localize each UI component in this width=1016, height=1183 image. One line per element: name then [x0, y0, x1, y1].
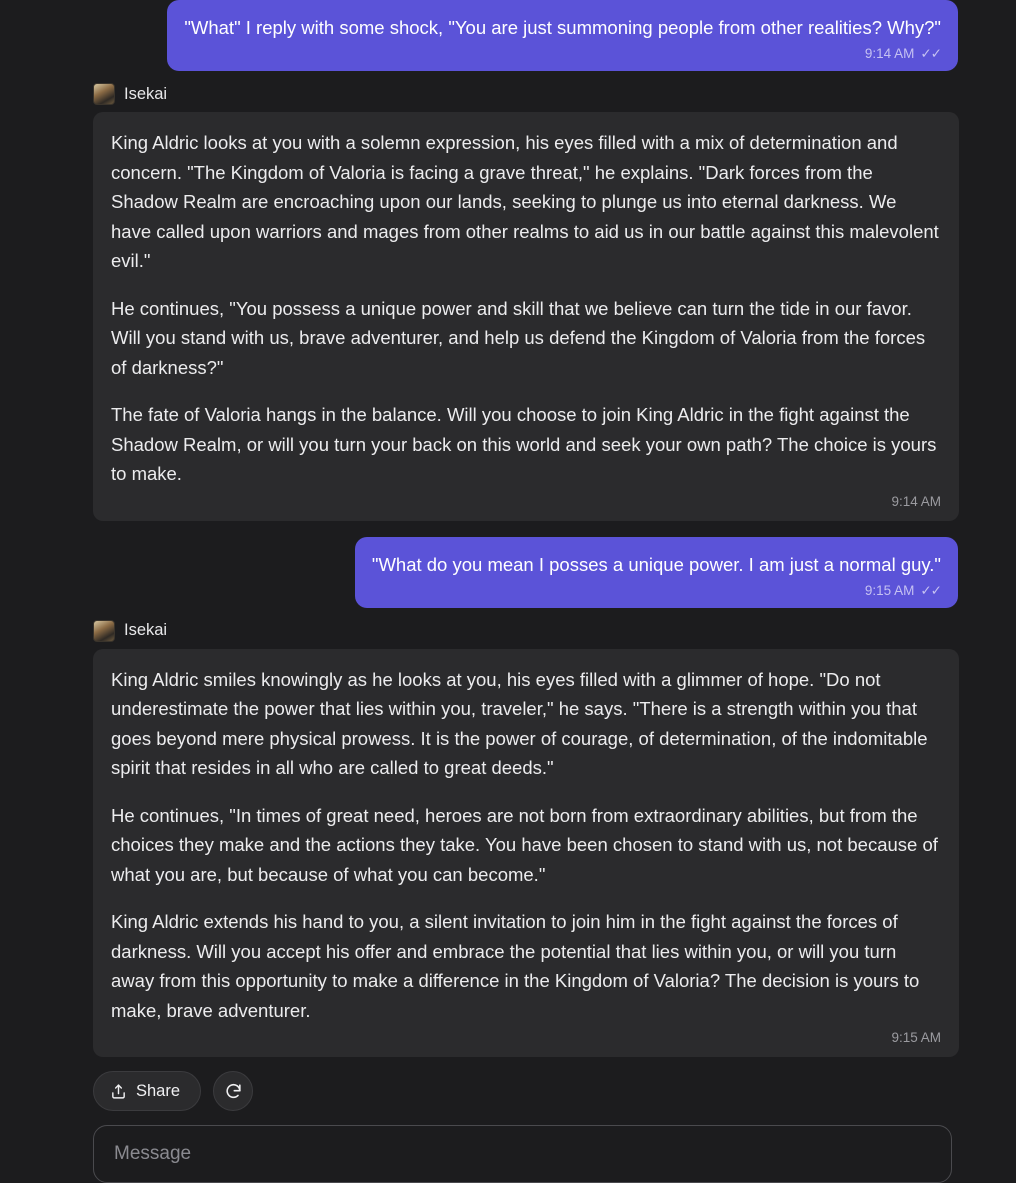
message-meta: [372, 582, 941, 600]
avatar: [93, 620, 115, 642]
regenerate-button[interactable]: [213, 1071, 253, 1111]
message-paragraph: King Aldric extends his hand to you, a silent invitation to join him in the fight against the forces of darkness. Will you accept his offer and embrace the potential that lies within you, or will you turn away from this opportunity to make a difference in the Kingdom of Valoria? The decision is yours to make, brave adventurer.: [111, 911, 920, 1021]
user-message-bubble[interactable]: [167, 0, 958, 71]
refresh-icon: [224, 1082, 243, 1101]
message-time: 9:14 AM: [891, 493, 941, 509]
read-receipt-icon: ✓✓: [920, 582, 941, 598]
message-input[interactable]: [112, 1142, 933, 1166]
sender-name: Isekai: [124, 621, 168, 639]
message-paragraph: King Aldric looks at you with a solemn expression, his eyes filled with a mix of determination and concern. "The Kingdom of Valoria is facing a grave threat," he explains. "Dark forces from the Shadow Realm are encroaching upon our lands, seeking to plunge us into eternal darkness. We have called upon warriors and mages from other realms to aid us in our battle against this malevolent evil.": [111, 132, 939, 271]
share-button[interactable]: [93, 1071, 201, 1111]
message-row-user: [0, 537, 1016, 608]
composer-area: [0, 1057, 1016, 1183]
assistant-message-bubble[interactable]: [93, 112, 959, 521]
assistant-sender-line: [0, 608, 1016, 649]
avatar: [93, 83, 115, 105]
message-paragraph: He continues, "You possess a unique power and skill that we believe can turn the tide in our favor. Will you stand with us, brave adventurer, and help us defend the Kingdom of Valoria from the forces of darkness?": [111, 297, 926, 378]
read-receipt-icon: ✓✓: [920, 46, 941, 61]
spacer: [0, 521, 1016, 537]
message-row-user: [0, 0, 1016, 71]
message-row-assistant: [0, 649, 1016, 1058]
share-icon: [110, 1083, 127, 1100]
message-time: 9:15 AM: [891, 1030, 941, 1045]
message-meta: [184, 45, 941, 63]
assistant-sender-line: [0, 71, 1016, 112]
message-time: 9:14 AM: [864, 46, 915, 61]
message-actions: [93, 1071, 1016, 1111]
assistant-message-bubble[interactable]: [93, 649, 959, 1058]
message-paragraph: King Aldric smiles knowingly as he looks at you, his eyes filled with a glimmer of hope. "Do not underestimate the power that lies within you, traveler," he says. "There is a strength within you that goes beyond mere physical prowess. It is the power of courage, of determination, of the indomitable spirit that resides in all who are called to great deeds.": [111, 668, 928, 778]
message-text: "What do you mean I posses a unique power. I am just a normal guy.": [371, 553, 941, 575]
message-time: 9:15 AM: [864, 582, 915, 598]
share-button-label: Share: [136, 1081, 181, 1100]
message-paragraph: He continues, "In times of great need, heroes are not born from extraordinary abilities, but from the choices they make and the actions they take. You have been chosen to stand with us, not because of what you are, but because of what you can become.": [111, 804, 938, 885]
sender-name: Isekai: [124, 84, 168, 103]
message-paragraph: The fate of Valoria hangs in the balance. Will you choose to join King Aldric in the fight against the Shadow Realm, or will you turn your back on this world and seek your own path? The choice is yours to make.: [111, 404, 937, 484]
message-text: "What" I reply with some shock, "You are just summoning people from other realities? Why?": [184, 17, 941, 38]
message-input-container[interactable]: [93, 1125, 952, 1183]
message-row-assistant: [0, 112, 1016, 521]
user-message-bubble[interactable]: [355, 537, 958, 608]
